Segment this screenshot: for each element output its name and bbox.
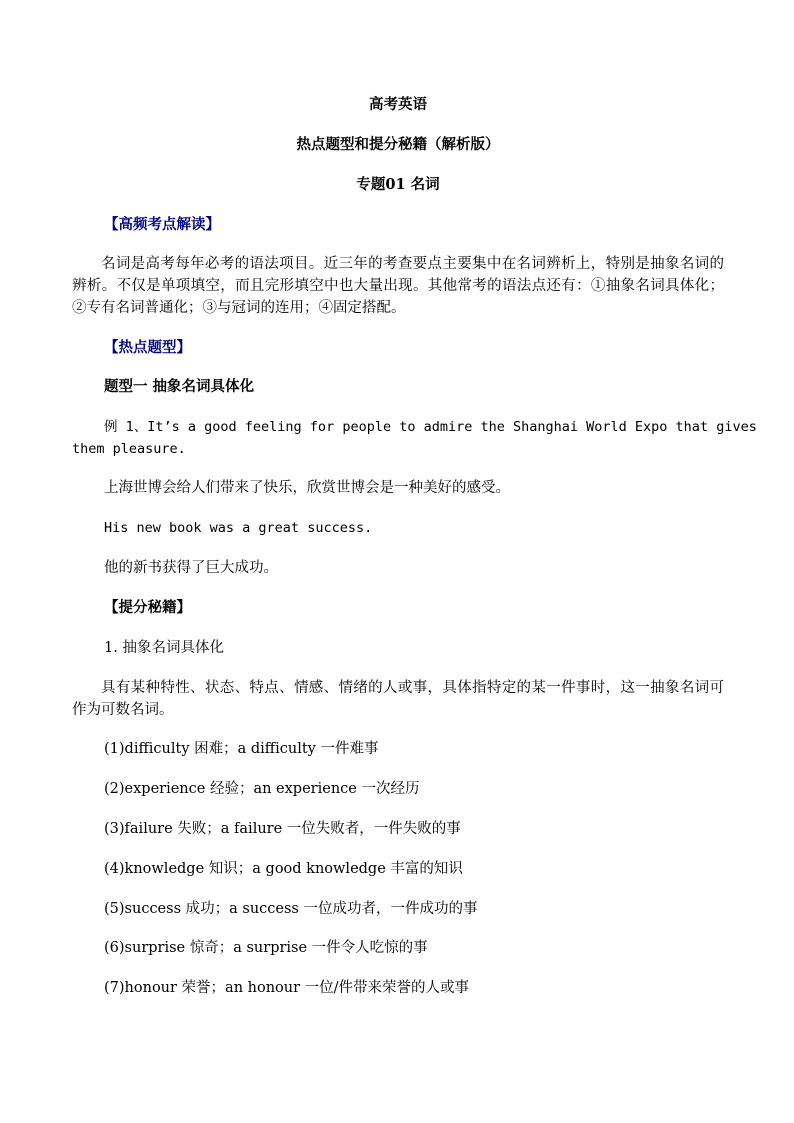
- tip-paragraph: 具有某种特性、状态、特点、情感、情绪的人或事，具体指特定的某一件事时，这一抽象名词可作为可数名词。: [72, 680, 724, 718]
- section-heading-tips: 【提分秘籍】: [104, 599, 191, 616]
- topic-title: 专题01 名词: [356, 176, 440, 193]
- list-item: (1)difficulty 困难；a difficulty 一件难事: [104, 741, 379, 757]
- list-item: (5)success 成功；a success 一位成功者，一件成功的事: [104, 901, 478, 917]
- list-item: (4)knowledge 知识；a good knowledge 丰富的知识: [104, 861, 463, 877]
- intro-paragraph: 名词是高考每年必考的语法项目。近三年的考查要点主要集中在名词辨析上，特别是抽象名词的辨析。不仅是单项填空，而且完形填空中也大量出现。其他常考的语法点还有：①抽象名词具体化；②专有名词普通化；③与冠词的连用；④固定搭配。: [72, 256, 724, 316]
- list-item: (2)experience 经验；an experience 一次经历: [104, 781, 420, 797]
- list-item: (7)honour 荣誉；an honour 一位/件带来荣誉的人或事: [104, 980, 470, 996]
- example-translation: 上海世博会给人们带来了快乐，欣赏世博会是一种美好的感受。: [104, 480, 510, 496]
- doc-title: 高考英语: [369, 96, 427, 113]
- example-sentence-line1: 例 1、It’s a good feeling for people to admire the Shanghai World Expo that gives: [104, 419, 757, 435]
- example-sentence-2: His new book was a great success.: [104, 520, 373, 536]
- section-heading-hot-types: 【热点题型】: [104, 339, 191, 356]
- example-sentence-line2: them pleasure.: [72, 441, 186, 457]
- section-heading-key-points: 【高频考点解读】: [104, 216, 220, 233]
- list-item: (6)surprise 惊奇；a surprise 一件令人吃惊的事: [104, 940, 428, 956]
- doc-subtitle: 热点题型和提分秘籍（解析版）: [296, 136, 500, 153]
- list-item: (3)failure 失败；a failure 一位失败者，一件失败的事: [104, 821, 461, 837]
- tip-point-1: 1. 抽象名词具体化: [104, 640, 224, 656]
- question-type-title: 题型一 抽象名词具体化: [104, 378, 255, 395]
- example-translation-2: 他的新书获得了巨大成功。: [104, 560, 278, 576]
